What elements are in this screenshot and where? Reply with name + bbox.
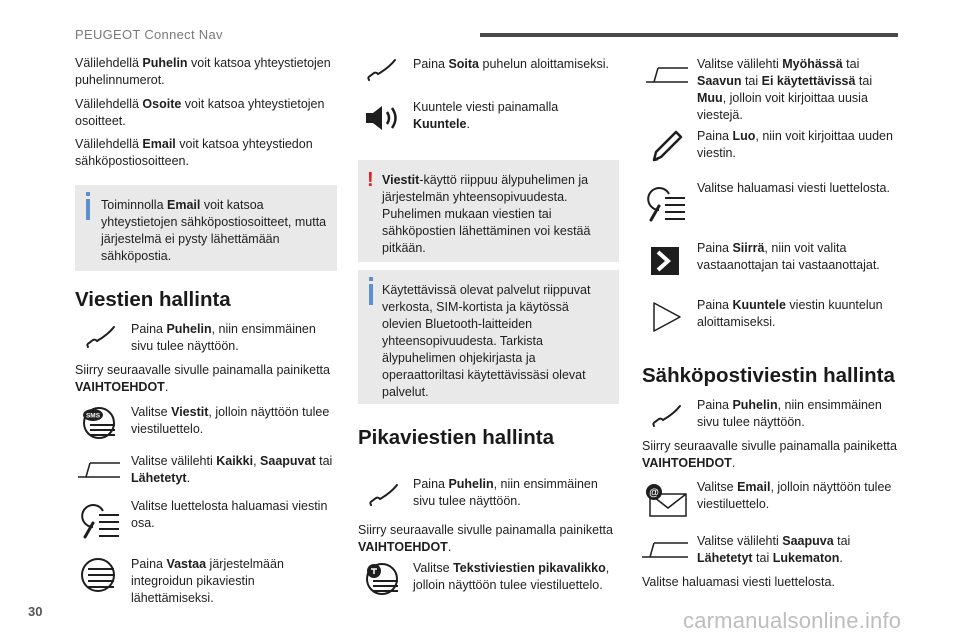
info-note-services-text: Käytettävissä olevat palvelut riippuvat verkosta, SIM-kortista ja käytössä olevien Bluetooth-laitteiden yhteensopivuudesta. Tarkista älypuhelimen ohjekirjasta ja operaattoriltasi käytettävissäsi olevat palvelut. xyxy=(382,283,591,399)
touch-list-icon xyxy=(79,501,121,541)
phone-handset-icon xyxy=(367,483,405,509)
touch-list-icon xyxy=(645,184,687,224)
info-icon xyxy=(86,199,90,220)
step-press-forward: Paina Siirrä, niin voit valita vastaanottajan tai vastaanottajat. xyxy=(697,241,880,272)
step-listen: Kuuntele viesti painamalla Kuuntele. xyxy=(413,100,559,131)
step-press-create: Paina Luo, niin voit kirjoittaa uuden viestin. xyxy=(697,129,893,160)
paragraph-phone-tab: Välilehdellä Puhelin voit katsoa yhteystietojen puhelinnumerot. xyxy=(75,56,331,87)
email-envelope-icon xyxy=(644,482,688,518)
step-select-email-message: Valitse haluamasi viesti luettelosta. xyxy=(642,575,835,589)
section-title-email: Sähköpostiviestin hallinta xyxy=(642,364,895,387)
info-note-services xyxy=(358,270,619,404)
step-press-phone-2: Paina Puhelin, niin ensimmäinen sivu tulee näyttöön. xyxy=(413,477,598,508)
section-title-messages: Viestien hallinta xyxy=(75,288,231,311)
svg-text:@: @ xyxy=(649,487,659,499)
reply-list-icon xyxy=(78,557,120,593)
paragraph-address-tab: Välilehdellä Osoite voit katsoa yhteystietojen osoitteet. xyxy=(75,97,325,128)
info-note-email xyxy=(75,185,337,271)
step-select-messages: Valitse Viestit, jolloin näyttöön tulee viestiluettelo. xyxy=(131,405,330,436)
forward-arrow-icon xyxy=(650,246,680,276)
tab-bar-icon xyxy=(640,537,690,559)
tab-bar-icon xyxy=(76,457,122,479)
step-press-reply: Paina Vastaa järjestelmään integroidun pikaviestin lähettämiseksi. xyxy=(131,557,284,605)
paragraph-options-2: Siirry seuraavalle sivulle painamalla painiketta VAIHTOEHDOT. xyxy=(358,523,613,554)
section-title-quick-messages: Pikaviestien hallinta xyxy=(358,426,554,449)
info-note-text: Toiminnolla Email voit katsoa yhteystietojen sähköpostiosoitteet, mutta järjestelmä ei pysty lähettämään sähköpostia. xyxy=(101,198,327,263)
step-select-quick-menu: Valitse Tekstiviestien pikavalikko, jolloin näyttöön tulee viestiluettelo. xyxy=(413,561,610,592)
step-select-email: Valitse Email, jolloin näyttöön tulee viestiluettelo. xyxy=(697,480,892,511)
info-icon xyxy=(369,284,373,305)
warning-note xyxy=(358,160,619,262)
phone-handset-icon xyxy=(650,404,688,430)
step-press-listen: Paina Kuuntele viestin kuuntelun aloittamiseksi. xyxy=(697,298,883,329)
sms-list-icon xyxy=(77,405,123,441)
phone-handset-icon xyxy=(84,325,122,351)
step-select-message: Valitse haluamasi viesti luettelosta. xyxy=(697,181,890,195)
step-press-phone: Paina Puhelin, niin ensimmäinen sivu tulee näyttöön. xyxy=(131,322,316,353)
page-number: 30 xyxy=(28,604,43,619)
header-rule xyxy=(480,33,898,37)
play-icon xyxy=(651,300,683,334)
watermark: carmanualsonline.info xyxy=(683,608,902,633)
quick-sms-list-icon xyxy=(360,561,406,597)
step-select-email-tab: Valitse välilehti Saapuva tai Lähetetyt tai Lukematon. xyxy=(697,534,851,565)
paragraph-email-tab: Välilehdellä Email voit katsoa yhteystiedon sähköpostiosoitteen. xyxy=(75,137,313,168)
warning-exclamation-icon: ! xyxy=(367,169,374,191)
warning-note-text: Viestit-käyttö riippuu älypuhelimen ja järjestelmän yhteensopivuudesta. Puhelimen mukaan viestien tai sähköpostien lähettäminen voi kestää pitkään. xyxy=(382,173,591,255)
step-select-tab: Valitse välilehti Kaikki, Saapuvat tai Lähetetyt. xyxy=(131,454,333,485)
step-select-status-tab: Valitse välilehti Myöhässä tai Saavun tai Ei käytettävissä tai Muu, jolloin voit kirjoittaa uusia viestejä. xyxy=(697,57,873,122)
paragraph-options-3: Siirry seuraavalle sivulle painamalla painiketta VAIHTOEHDOT. xyxy=(642,439,897,470)
step-press-call: Paina Soita puhelun aloittamiseksi. xyxy=(413,57,609,71)
phone-handset-icon xyxy=(365,58,403,84)
speaker-icon xyxy=(364,103,404,133)
tab-bar-icon xyxy=(644,62,690,84)
step-select-message-part: Valitse luettelosta haluamasi viestin osa. xyxy=(131,499,328,530)
step-press-phone-3: Paina Puhelin, niin ensimmäinen sivu tulee näyttöön. xyxy=(697,398,882,429)
sms-badge-label: SMS xyxy=(85,412,101,420)
running-header: PEUGEOT Connect Nav xyxy=(75,27,223,42)
paragraph-options-1: Siirry seuraavalle sivulle painamalla painiketta VAIHTOEHDOT. xyxy=(75,363,330,394)
pencil-icon xyxy=(648,128,684,164)
